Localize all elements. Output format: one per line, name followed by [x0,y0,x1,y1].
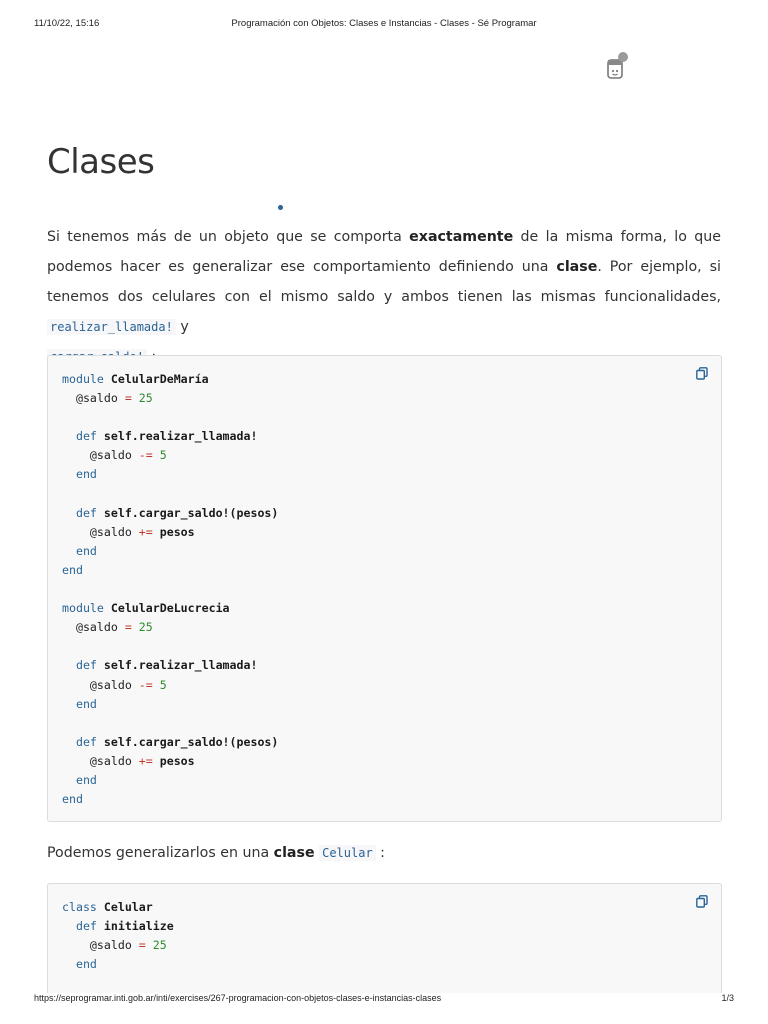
text: Podemos generalizarlos en una [47,845,274,861]
code-token: = [117,620,132,635]
code-token: module [62,601,104,616]
code-token: self.cargar_saldo!(pesos) [96,505,279,520]
code-token: @saldo [62,391,118,406]
code-line [62,465,278,484]
code-token: 5 [152,448,167,463]
code-line [62,898,174,917]
code-token: -= [131,677,153,692]
code-line [62,752,278,771]
code-token: 5 [152,677,167,692]
code-line [62,485,278,504]
code-line [62,599,278,618]
text: Si tenemos más de un objeto que se comporta [47,229,410,245]
code-line [62,637,278,656]
bullet-dot [278,205,283,210]
code-token: end [62,957,97,972]
code-token: @saldo [62,620,118,635]
generalize-paragraph [47,838,721,868]
code-token: end [62,792,83,807]
code-token: @saldo [62,753,132,768]
code-line [62,714,278,733]
code-line [62,561,278,580]
code-token: end [62,467,97,482]
code-line [62,370,278,389]
code-token: = [117,391,132,406]
robot-mascot-icon [604,50,630,82]
code-line [62,955,174,974]
code-token: module [62,372,104,386]
code-token: class [62,900,97,914]
code-token: 25 [145,938,167,953]
code-line [62,676,278,695]
code-token: self.cargar_saldo!(pesos) [96,734,279,749]
code-token: @saldo [62,524,132,539]
copy-icon [696,895,708,908]
code-token: end [62,772,97,787]
code-token: @saldo [62,448,132,463]
copy-code-button[interactable] [693,364,711,382]
code-token: def [62,919,97,934]
code-line [62,389,278,408]
code-line [62,656,278,675]
code-line [62,427,278,446]
code-token: pesos [152,524,195,539]
print-page-title: Programación con Objetos: Clases e Instancias - Clases - Sé Programar [231,18,537,29]
code-token: CelularDeLucrecia [103,601,230,616]
code-token: def [62,505,97,520]
code-line [62,523,278,542]
code-token: += [131,524,153,539]
code-line [62,917,174,936]
code-line [62,790,278,809]
code-token: end [62,562,83,577]
code-token: end [62,696,97,711]
inline-code: Celular [319,845,376,861]
code-line [62,542,278,561]
code-block-modules[interactable] [47,355,722,822]
code-line [62,936,174,955]
code-content [62,898,174,974]
print-date: 11/10/22, 15:16 [34,18,100,29]
code-token: 25 [131,391,153,406]
code-token: @saldo [62,938,132,953]
code-line [62,733,278,752]
print-footer [34,993,734,1007]
text: de la misma forma, lo que podemos hacer es generalizar ese comportamiento definiendo una [47,229,721,275]
text: y [175,319,189,335]
code-token: end [62,543,97,558]
code-line [62,771,278,790]
code-line [62,504,278,523]
bold-text: clase [273,845,315,861]
code-token: self.realizar_llamada! [96,658,258,673]
code-line [62,580,278,599]
code-block-class[interactable] [47,883,722,993]
code-line [62,618,278,637]
copy-code-button[interactable] [693,892,711,910]
code-token: CelularDeMaría [103,372,209,386]
code-line [62,408,278,427]
code-token: 25 [131,620,153,635]
code-token: def [62,429,97,444]
code-token: def [62,734,97,749]
code-token: = [131,938,146,953]
code-line [62,695,278,714]
intro-paragraph [47,222,721,372]
code-token: self.realizar_llamada! [96,429,258,444]
code-token: @saldo [62,677,132,692]
copy-icon [696,367,708,380]
code-token: Celular [96,900,153,914]
bold-text: clase [556,259,598,275]
page-counter: 1/3 [721,993,734,1003]
code-content [62,370,278,809]
code-token: initialize [96,919,174,934]
text: : [375,845,385,861]
code-token: += [131,753,153,768]
bold-text: exactamente [409,229,514,245]
code-line [62,446,278,465]
print-url: https://seprogramar.inti.gob.ar/inti/exercises/267-programacion-con-objetos-clases-e-instancias-clases [34,993,442,1003]
inline-code: realizar_llamada! [47,319,176,335]
code-token: -= [131,448,153,463]
page-title: Clases [47,142,155,182]
print-header [34,18,734,32]
code-token: pesos [152,753,195,768]
text: . Por ejemplo, si tenemos dos celulares con el mismo saldo y ambos tienen las mismas funcionalidades, [47,259,721,305]
code-token: def [62,658,97,673]
